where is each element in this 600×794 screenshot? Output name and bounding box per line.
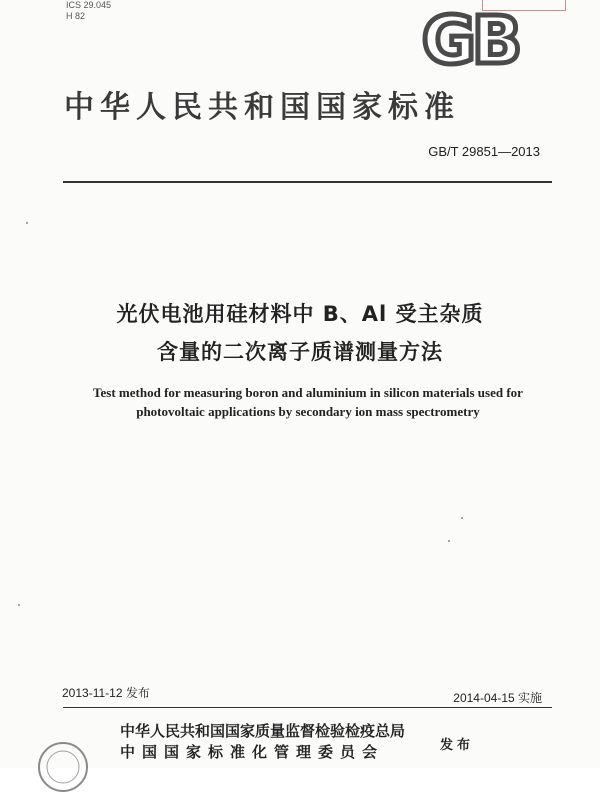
scan-speck bbox=[18, 604, 20, 606]
scan-speck bbox=[448, 540, 450, 542]
standard-number: GB/T 29851—2013 bbox=[428, 144, 540, 159]
issue-date: 2013-11-12 发布 bbox=[62, 686, 150, 700]
issuer-line-2: 中国国家标准化管理委员会 bbox=[120, 743, 385, 761]
title-chinese-line-1: 光伏电池用硅材料中 B、Al 受主杂质 bbox=[116, 302, 484, 326]
gb-logo-icon bbox=[408, 8, 532, 70]
ics-code: ICS 29.045 bbox=[66, 0, 112, 10]
issuer-line-1: 中华人民共和国国家质量监督检验检疫总局 bbox=[120, 722, 406, 740]
title-english-line-1: Test method for measuring boron and aluminium in silicon materials used for bbox=[93, 385, 523, 400]
implementation-date: 2014-04-15 实施 bbox=[453, 691, 542, 705]
gb-logo-text: GB bbox=[421, 8, 519, 70]
publish-label: 发布 bbox=[440, 738, 475, 753]
footer-divider bbox=[63, 707, 552, 708]
ccs-code: H 82 bbox=[66, 11, 86, 21]
seal-icon bbox=[36, 740, 90, 794]
title-english-line-2: photovoltaic applications by secondary ion mass spectrometry bbox=[136, 404, 480, 419]
classification-codes bbox=[66, 0, 111, 22]
header-divider bbox=[63, 181, 552, 183]
scan-speck bbox=[26, 222, 28, 224]
national-standard-heading: 中华人民共和国国家标准 bbox=[64, 90, 460, 125]
scan-speck bbox=[461, 517, 463, 519]
title-chinese-line-2: 含量的二次离子质谱测量方法 bbox=[157, 340, 443, 364]
